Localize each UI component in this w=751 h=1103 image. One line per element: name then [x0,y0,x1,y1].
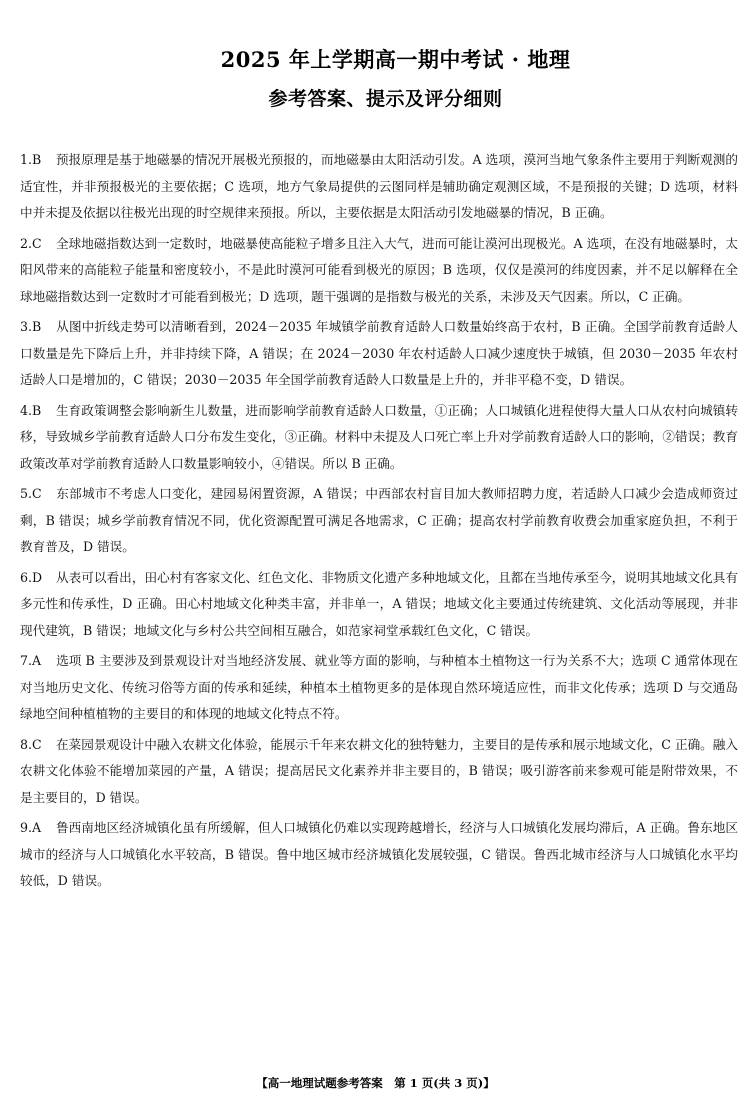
answer-list [20,147,738,899]
answer-explanation: 全球地磁指数达到一定数时，地磁暴使高能粒子增多且注入大气，进而可能让漠河出现极光。A 选项，在没有地磁暴时，太阳风带来的高能粒子能量和密度较小，不是此时漠河可能看到极光的原因；B 选项，仅仅是漠河的纬度因素，并不足以解释在全球地磁指数达到一定数时才可能看到极光；D 选项，题干强调的是指数与极光的关系，未涉及天气因素。所以，C 正确。 [20,235,738,304]
answer-item-9 [20,815,738,895]
answer-number: 6.D [20,569,43,585]
answer-explanation: 在菜园景观设计中融入农耕文化体验，能展示千年来农耕文化的独特魅力，主要目的是传承和展示地域文化，C 正确。融入农耕文化体验不能增加菜园的产量，A 错误；提高居民文化素养并非主要目的，B 错误；吸引游客前来参观可能是附带效果，不是主要目的，D 错误。 [20,736,738,805]
answer-number: 5.C [20,486,42,501]
answer-number: 9.A [20,820,42,835]
answer-item-3 [20,314,738,394]
answer-number: 4.B [20,402,42,418]
answer-item-5 [20,481,738,561]
page-subtitle: 参考答案、提示及评分细则 [268,88,503,110]
answer-item-2 [20,231,738,311]
answer-explanation: 从图中折线走势可以清晰看到，2024－2035 年城镇学前教育适龄人口数量始终高于农村，B 正确。全国学前教育适龄人口数量是先下降后上升，并非持续下降，A 错误；在 2024－2030 年农村适龄人口减少速度快于城镇，但 2030－2035 年农村适龄人口是增加的，C 错误；2030－2035 年全国学前教育适龄人口数量是上升的，并非平稳不变，D 错误。 [20,319,738,387]
answer-number: 2.C [20,235,42,251]
answer-explanation: 东部城市不考虑人口变化，建园易闲置资源，A 错误；中西部农村盲目加大教师招聘力度，若适龄人口减少会造成师资过剩，B 错误；城乡学前教育情况不同，优化资源配置可满足各地需求，C 正确；提高农村学前教育收费会加重家庭负担，不利于教育普及，D 错误。 [20,486,738,554]
answer-item-8 [20,732,738,812]
answer-number: 3.B [20,319,42,334]
answer-explanation: 生育政策调整会影响新生儿数量，进而影响学前教育适龄人口数量，①正确；人口城镇化进程使得大量人口从农村向城镇转移，导致城乡学前教育适龄人口分布发生变化，③正确。材料中未提及人口死亡率上升对学前教育适龄人口的影响，②错误；教育政策改革对学前教育适龄人口数量影响较小，④错误。所以 B 正确。 [20,402,738,471]
answer-explanation: 选项 B 主要涉及到景观设计对当地经济发展、就业等方面的影响，与种植本土植物这一行为关系不大；选项 C 通常体现在对当地历史文化、传统习俗等方面的传承和延续，种植本土植物更多的是体现自然环境适应性，而非文化传承；选项 D 与交通岛绿地空间种植植物的主要目的和体现的地域文化特点不符。 [20,653,738,721]
page-title: 2025 年上学期高一期中考试 · 地理 [220,47,571,72]
answer-item-6 [20,565,738,645]
answer-explanation: 鲁西南地区经济城镇化虽有所缓解，但人口城镇化仍难以实现跨越增长，经济与人口城镇化发展均滞后，A 正确。鲁东地区城市的经济与人口城镇化水平较高，B 错误。鲁中地区城市经济城镇化发展较强，C 错误。鲁西北城市经济与人口城镇化水平均较低，D 错误。 [20,820,738,888]
answer-item-1 [20,147,738,227]
answer-number: 7.A [20,653,42,668]
page-footer: 【高一地理试题参考答案 第 1 页(共 3 页)】 [256,1076,495,1090]
answer-item-4 [20,398,738,478]
answer-number: 1.B [20,152,42,167]
answer-number: 8.C [20,736,42,752]
answer-item-7 [20,648,738,728]
answer-explanation: 从表可以看出，田心村有客家文化、红色文化、非物质文化遗产多种地域文化，且都在当地传承至今，说明其地域文化具有多元性和传承性，D 正确。田心村地域文化种类丰富，并非单一，A 错误；地域文化主要通过传统建筑、文化活动等展现，并非现代建筑，B 错误；地域文化与乡村公共空间相互融合，如范家祠堂承载红色文化，C 错误。 [20,569,738,638]
answer-explanation: 预报原理是基于地磁暴的情况开展极光预报的，而地磁暴由太阳活动引发。A 选项，漠河当地气象条件主要用于判断观测的适宜性，并非预报极光的主要依据；C 选项，地方气象局提供的云图同样是辅助确定观测区域，不是预报的关键；D 选项，材料中并未提及依据以往极光出现的时空规律来预报。所以，主要依据是太阳活动引发地磁暴的情况，B 正确。 [20,152,738,220]
